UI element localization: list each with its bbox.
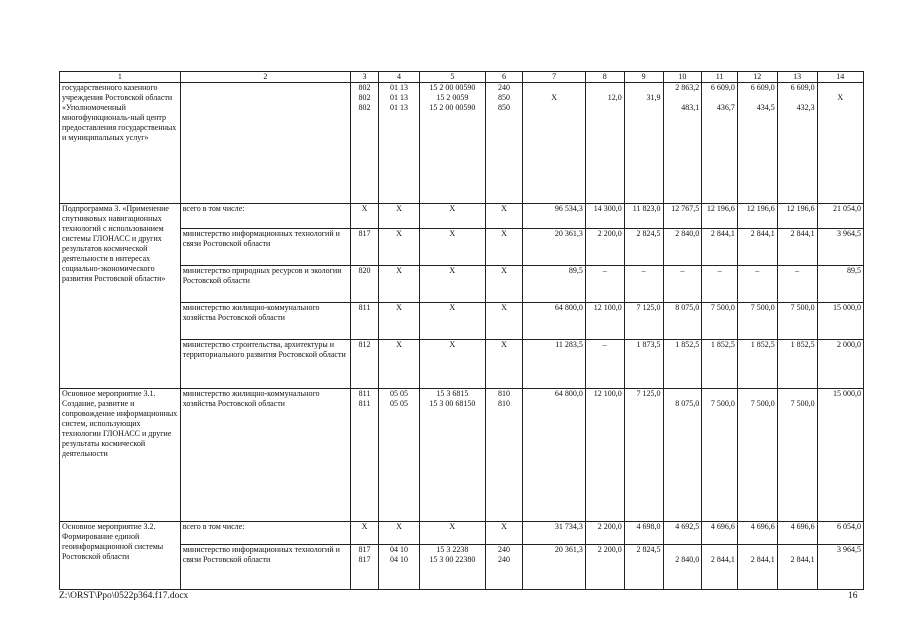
cell-line: 817 — [358, 555, 371, 564]
value-cell: 1 852,5 — [663, 340, 702, 389]
table-row — [60, 303, 864, 340]
value-cell: Х — [419, 204, 485, 229]
cell-line — [666, 545, 700, 555]
cell-line — [820, 555, 861, 565]
cell-line: 12 100,0 — [593, 389, 622, 398]
cell-line — [780, 545, 815, 555]
value-cell — [585, 545, 624, 590]
executor-cell — [180, 83, 350, 204]
value-cell — [585, 389, 624, 522]
cell-line: 240 — [498, 545, 511, 554]
value-cell: Х — [379, 229, 420, 266]
value-cell: 20 361,3 — [523, 229, 586, 266]
value-cell — [419, 389, 485, 522]
value-cell: 12 767,5 — [663, 204, 702, 229]
cell-line: 01 13 — [389, 83, 408, 92]
value-cell: – — [624, 266, 663, 303]
column-number: 2 — [180, 72, 350, 83]
column-number: 1 — [60, 72, 181, 83]
cell-line: 15 2 00 00590 — [429, 83, 476, 92]
value-cell: 21 054,0 — [817, 204, 863, 229]
table-row — [60, 229, 864, 266]
value-cell: 1 852,5 — [777, 340, 817, 389]
value-cell: Х — [379, 340, 420, 389]
cell-line — [740, 545, 775, 555]
cell-line: Х — [551, 93, 558, 102]
value-cell — [485, 545, 523, 590]
column-number: 14 — [817, 72, 863, 83]
cell-line: 817 — [358, 545, 371, 554]
cell-line — [627, 83, 661, 93]
value-cell: Х — [379, 522, 420, 545]
cell-line — [525, 555, 583, 565]
table-row — [60, 545, 864, 590]
value-cell — [350, 389, 378, 522]
cell-line — [666, 389, 700, 399]
cell-line — [820, 103, 861, 113]
value-cell: 89,5 — [523, 266, 586, 303]
value-cell: 4 696,6 — [737, 522, 777, 545]
value-cell: Х — [419, 229, 485, 266]
value-cell — [585, 83, 624, 204]
cell-line — [588, 399, 622, 409]
cell-line — [588, 555, 622, 565]
value-cell: Х — [485, 204, 523, 229]
value-cell: Х — [350, 204, 378, 229]
cell-line: 04 10 — [389, 555, 408, 564]
value-cell: 15 000,0 — [817, 303, 863, 340]
value-cell — [624, 389, 663, 522]
value-cell: 2 844,1 — [777, 229, 817, 266]
executor-cell: министерство информационных технологий и связи Ростовской области — [180, 229, 350, 266]
column-number: 11 — [702, 72, 738, 83]
cell-line — [627, 555, 661, 565]
value-cell — [379, 83, 420, 204]
executor-cell: министерство информационных технологий и связи Ростовской области — [180, 545, 350, 590]
value-cell: 96 534,3 — [523, 204, 586, 229]
value-cell: 817 — [350, 229, 378, 266]
value-cell — [663, 83, 702, 204]
cell-line: 12,0 — [607, 93, 622, 102]
cell-line: 2 863,2 — [675, 83, 700, 92]
value-cell — [737, 545, 777, 590]
cell-line: 01 13 — [389, 93, 408, 102]
row-name: Основное мероприятие 3.1. Создание, развитие и сопровождение информационных систем, использующих технологии ГЛОНАСС и другие результаты космической деятельности — [60, 389, 181, 522]
value-cell: 3 964,5 — [817, 229, 863, 266]
value-cell: 2 844,1 — [702, 229, 738, 266]
value-cell: Х — [379, 204, 420, 229]
column-number: 9 — [624, 72, 663, 83]
cell-line: 15 2 0059 — [436, 93, 469, 102]
executor-cell: министерство природных ресурсов и экологии Ростовской области — [180, 266, 350, 303]
value-cell: 4 696,6 — [702, 522, 738, 545]
executor-cell: всего в том числе: — [180, 522, 350, 545]
column-number: 12 — [737, 72, 777, 83]
value-cell: Х — [485, 266, 523, 303]
cell-line — [525, 399, 583, 409]
cell-line: 802 — [358, 93, 371, 102]
cell-line: 64 800,0 — [554, 389, 583, 398]
value-cell — [523, 545, 586, 590]
value-cell: – — [777, 266, 817, 303]
column-number: 4 — [379, 72, 420, 83]
value-cell: 2 200,0 — [585, 522, 624, 545]
value-cell: Х — [485, 303, 523, 340]
value-cell — [624, 83, 663, 204]
cell-line: 810 — [498, 399, 511, 408]
value-cell: Х — [419, 522, 485, 545]
cell-line: 15 3 00 68150 — [429, 399, 476, 408]
value-cell: – — [585, 266, 624, 303]
value-cell — [624, 545, 663, 590]
cell-line — [780, 389, 815, 399]
cell-line: 802 — [358, 103, 371, 112]
value-cell — [379, 545, 420, 590]
value-cell: 7 125,0 — [624, 303, 663, 340]
value-cell: 2 000,0 — [817, 340, 863, 389]
value-cell: 64 800,0 — [523, 303, 586, 340]
value-cell: 14 300,0 — [585, 204, 624, 229]
value-cell: – — [663, 266, 702, 303]
value-cell: Х — [350, 522, 378, 545]
value-cell — [419, 83, 485, 204]
value-cell: 820 — [350, 266, 378, 303]
value-cell — [702, 389, 738, 522]
cell-line: 31,9 — [646, 93, 661, 102]
value-cell — [419, 545, 485, 590]
cell-line: 15 3 00 22380 — [429, 555, 476, 564]
value-cell: 2 200,0 — [585, 229, 624, 266]
page-number: 16 — [848, 591, 858, 601]
cell-line: 850 — [498, 103, 511, 112]
cell-line: 6 609,0 — [710, 83, 735, 92]
value-cell — [777, 545, 817, 590]
file-path: Z:\ORST\Ppo\0522p364.f17.docx — [59, 591, 189, 601]
value-cell — [485, 389, 523, 522]
cell-line: 04 10 — [389, 545, 408, 554]
cell-line: 2 840,0 — [675, 555, 700, 564]
cell-line: 05 05 — [389, 399, 408, 408]
column-number: 6 — [485, 72, 523, 83]
cell-line: 2 844,1 — [710, 555, 735, 564]
value-cell: 4 692,5 — [663, 522, 702, 545]
value-cell: 811 — [350, 303, 378, 340]
value-cell — [817, 389, 863, 522]
cell-line — [820, 83, 861, 93]
cell-line: 802 — [358, 83, 371, 92]
cell-line: 434,5 — [756, 103, 775, 112]
value-cell: 812 — [350, 340, 378, 389]
value-cell: 11 823,0 — [624, 204, 663, 229]
cell-line — [666, 93, 700, 103]
executor-cell: всего в том числе: — [180, 204, 350, 229]
column-number: 8 — [585, 72, 624, 83]
value-cell — [350, 545, 378, 590]
cell-line — [704, 389, 735, 399]
cell-line: 15 3 2238 — [436, 545, 469, 554]
table-row — [60, 340, 864, 389]
value-cell: 12 196,6 — [702, 204, 738, 229]
value-cell: 1 873,5 — [624, 340, 663, 389]
value-cell: Х — [485, 229, 523, 266]
table-row — [60, 266, 864, 303]
cell-line: 2 844,1 — [790, 555, 815, 564]
cell-line: 436,7 — [716, 103, 735, 112]
row-name: Основное мероприятие 3.2. Формирование единой геоинформационной системы Ростовской области — [60, 522, 181, 590]
value-cell: 8 075,0 — [663, 303, 702, 340]
value-cell: Х — [379, 266, 420, 303]
cell-line — [704, 545, 735, 555]
cell-line — [525, 103, 583, 113]
cell-line: 01 13 — [389, 103, 408, 112]
cell-line: 7 500,0 — [710, 399, 735, 408]
value-cell: – — [737, 266, 777, 303]
cell-line: 810 — [498, 389, 511, 398]
cell-line: 811 — [358, 389, 371, 398]
cell-line: 15 3 6815 — [436, 389, 469, 398]
cell-line: 7 500,0 — [790, 399, 815, 408]
executor-cell: министерство жилищно-коммунального хозяйства Ростовской области — [180, 389, 350, 522]
table-row — [60, 522, 864, 545]
value-cell: 7 500,0 — [777, 303, 817, 340]
cell-line: 6 609,0 — [750, 83, 775, 92]
value-cell — [702, 83, 738, 204]
cell-line: 7 125,0 — [636, 389, 661, 398]
cell-line: 6 609,0 — [790, 83, 815, 92]
value-cell: 2 824,5 — [624, 229, 663, 266]
cell-line — [740, 389, 775, 399]
value-cell: 4 698,0 — [624, 522, 663, 545]
cell-line — [704, 93, 735, 103]
value-cell: 31 734,3 — [523, 522, 586, 545]
value-cell: – — [702, 266, 738, 303]
row-name: государственного казенного учреждения Ростовской области «Уполномоченный многофункциональ-ный центр предоставления государственных и муниципальных услуг» — [60, 83, 181, 204]
value-cell: 12 196,6 — [777, 204, 817, 229]
value-cell: 11 283,5 — [523, 340, 586, 389]
value-cell: 12 100,0 — [585, 303, 624, 340]
cell-line — [627, 399, 661, 409]
column-number: 3 — [350, 72, 378, 83]
value-cell — [485, 83, 523, 204]
cell-line: 2 824,5 — [636, 545, 661, 554]
value-cell — [777, 389, 817, 522]
budget-table — [59, 71, 864, 590]
value-cell — [737, 83, 777, 204]
cell-line — [588, 83, 622, 93]
cell-line: 15 2 00 00590 — [429, 103, 476, 112]
table-row — [60, 83, 864, 204]
value-cell: Х — [419, 340, 485, 389]
cell-line: 05 05 — [389, 389, 408, 398]
column-number-row — [60, 72, 864, 83]
executor-cell: министерство строительства, архитектуры и территориального развития Ростовской области — [180, 340, 350, 389]
executor-cell: министерство жилищно-коммунального хозяйства Ростовской области — [180, 303, 350, 340]
value-cell: 4 696,6 — [777, 522, 817, 545]
value-cell — [350, 83, 378, 204]
value-cell: 1 852,5 — [702, 340, 738, 389]
value-cell: Х — [419, 266, 485, 303]
value-cell — [379, 389, 420, 522]
value-cell — [777, 83, 817, 204]
value-cell: 89,5 — [817, 266, 863, 303]
cell-line: 240 — [498, 555, 511, 564]
cell-line: 483,1 — [681, 103, 700, 112]
value-cell: Х — [419, 303, 485, 340]
cell-line: 2 200,0 — [597, 545, 622, 554]
value-cell: 1 852,5 — [737, 340, 777, 389]
cell-line: 8 075,0 — [675, 399, 700, 408]
value-cell — [663, 545, 702, 590]
cell-line — [780, 93, 815, 103]
value-cell: 2 844,1 — [737, 229, 777, 266]
cell-line: 850 — [498, 93, 511, 102]
row-name: Подпрограмма 3. «Применение спутниковых навигационных технологий с использованием системы ГЛОНАСС и других результатов космической деятельности в интересах социально-экономического развития Ростовской области» — [60, 204, 181, 389]
value-cell: 2 840,0 — [663, 229, 702, 266]
cell-line: 2 844,1 — [750, 555, 775, 564]
table-row — [60, 389, 864, 522]
cell-line — [820, 399, 861, 409]
value-cell: 12 196,6 — [737, 204, 777, 229]
value-cell: 6 054,0 — [817, 522, 863, 545]
value-cell — [663, 389, 702, 522]
value-cell: Х — [485, 522, 523, 545]
value-cell — [702, 545, 738, 590]
value-cell: – — [585, 340, 624, 389]
cell-line — [627, 103, 661, 113]
column-number: 10 — [663, 72, 702, 83]
column-number: 5 — [419, 72, 485, 83]
value-cell: Х — [379, 303, 420, 340]
value-cell: Х — [485, 340, 523, 389]
value-cell — [523, 389, 586, 522]
cell-line — [525, 83, 583, 93]
cell-line — [588, 103, 622, 113]
table-row — [60, 204, 864, 229]
cell-line: Х — [837, 93, 844, 102]
value-cell — [737, 389, 777, 522]
value-cell: 7 500,0 — [737, 303, 777, 340]
column-number: 13 — [777, 72, 817, 83]
value-cell — [523, 83, 586, 204]
cell-line: 20 361,3 — [554, 545, 583, 554]
cell-line: 7 500,0 — [750, 399, 775, 408]
column-number: 7 — [523, 72, 586, 83]
cell-line — [740, 93, 775, 103]
cell-line: 3 964,5 — [837, 545, 861, 554]
cell-line: 240 — [498, 83, 511, 92]
value-cell: 7 500,0 — [702, 303, 738, 340]
value-cell — [817, 83, 863, 204]
cell-line: 432,3 — [796, 103, 815, 112]
cell-line: 15 000,0 — [833, 389, 861, 398]
value-cell — [817, 545, 863, 590]
cell-line: 811 — [358, 399, 371, 408]
